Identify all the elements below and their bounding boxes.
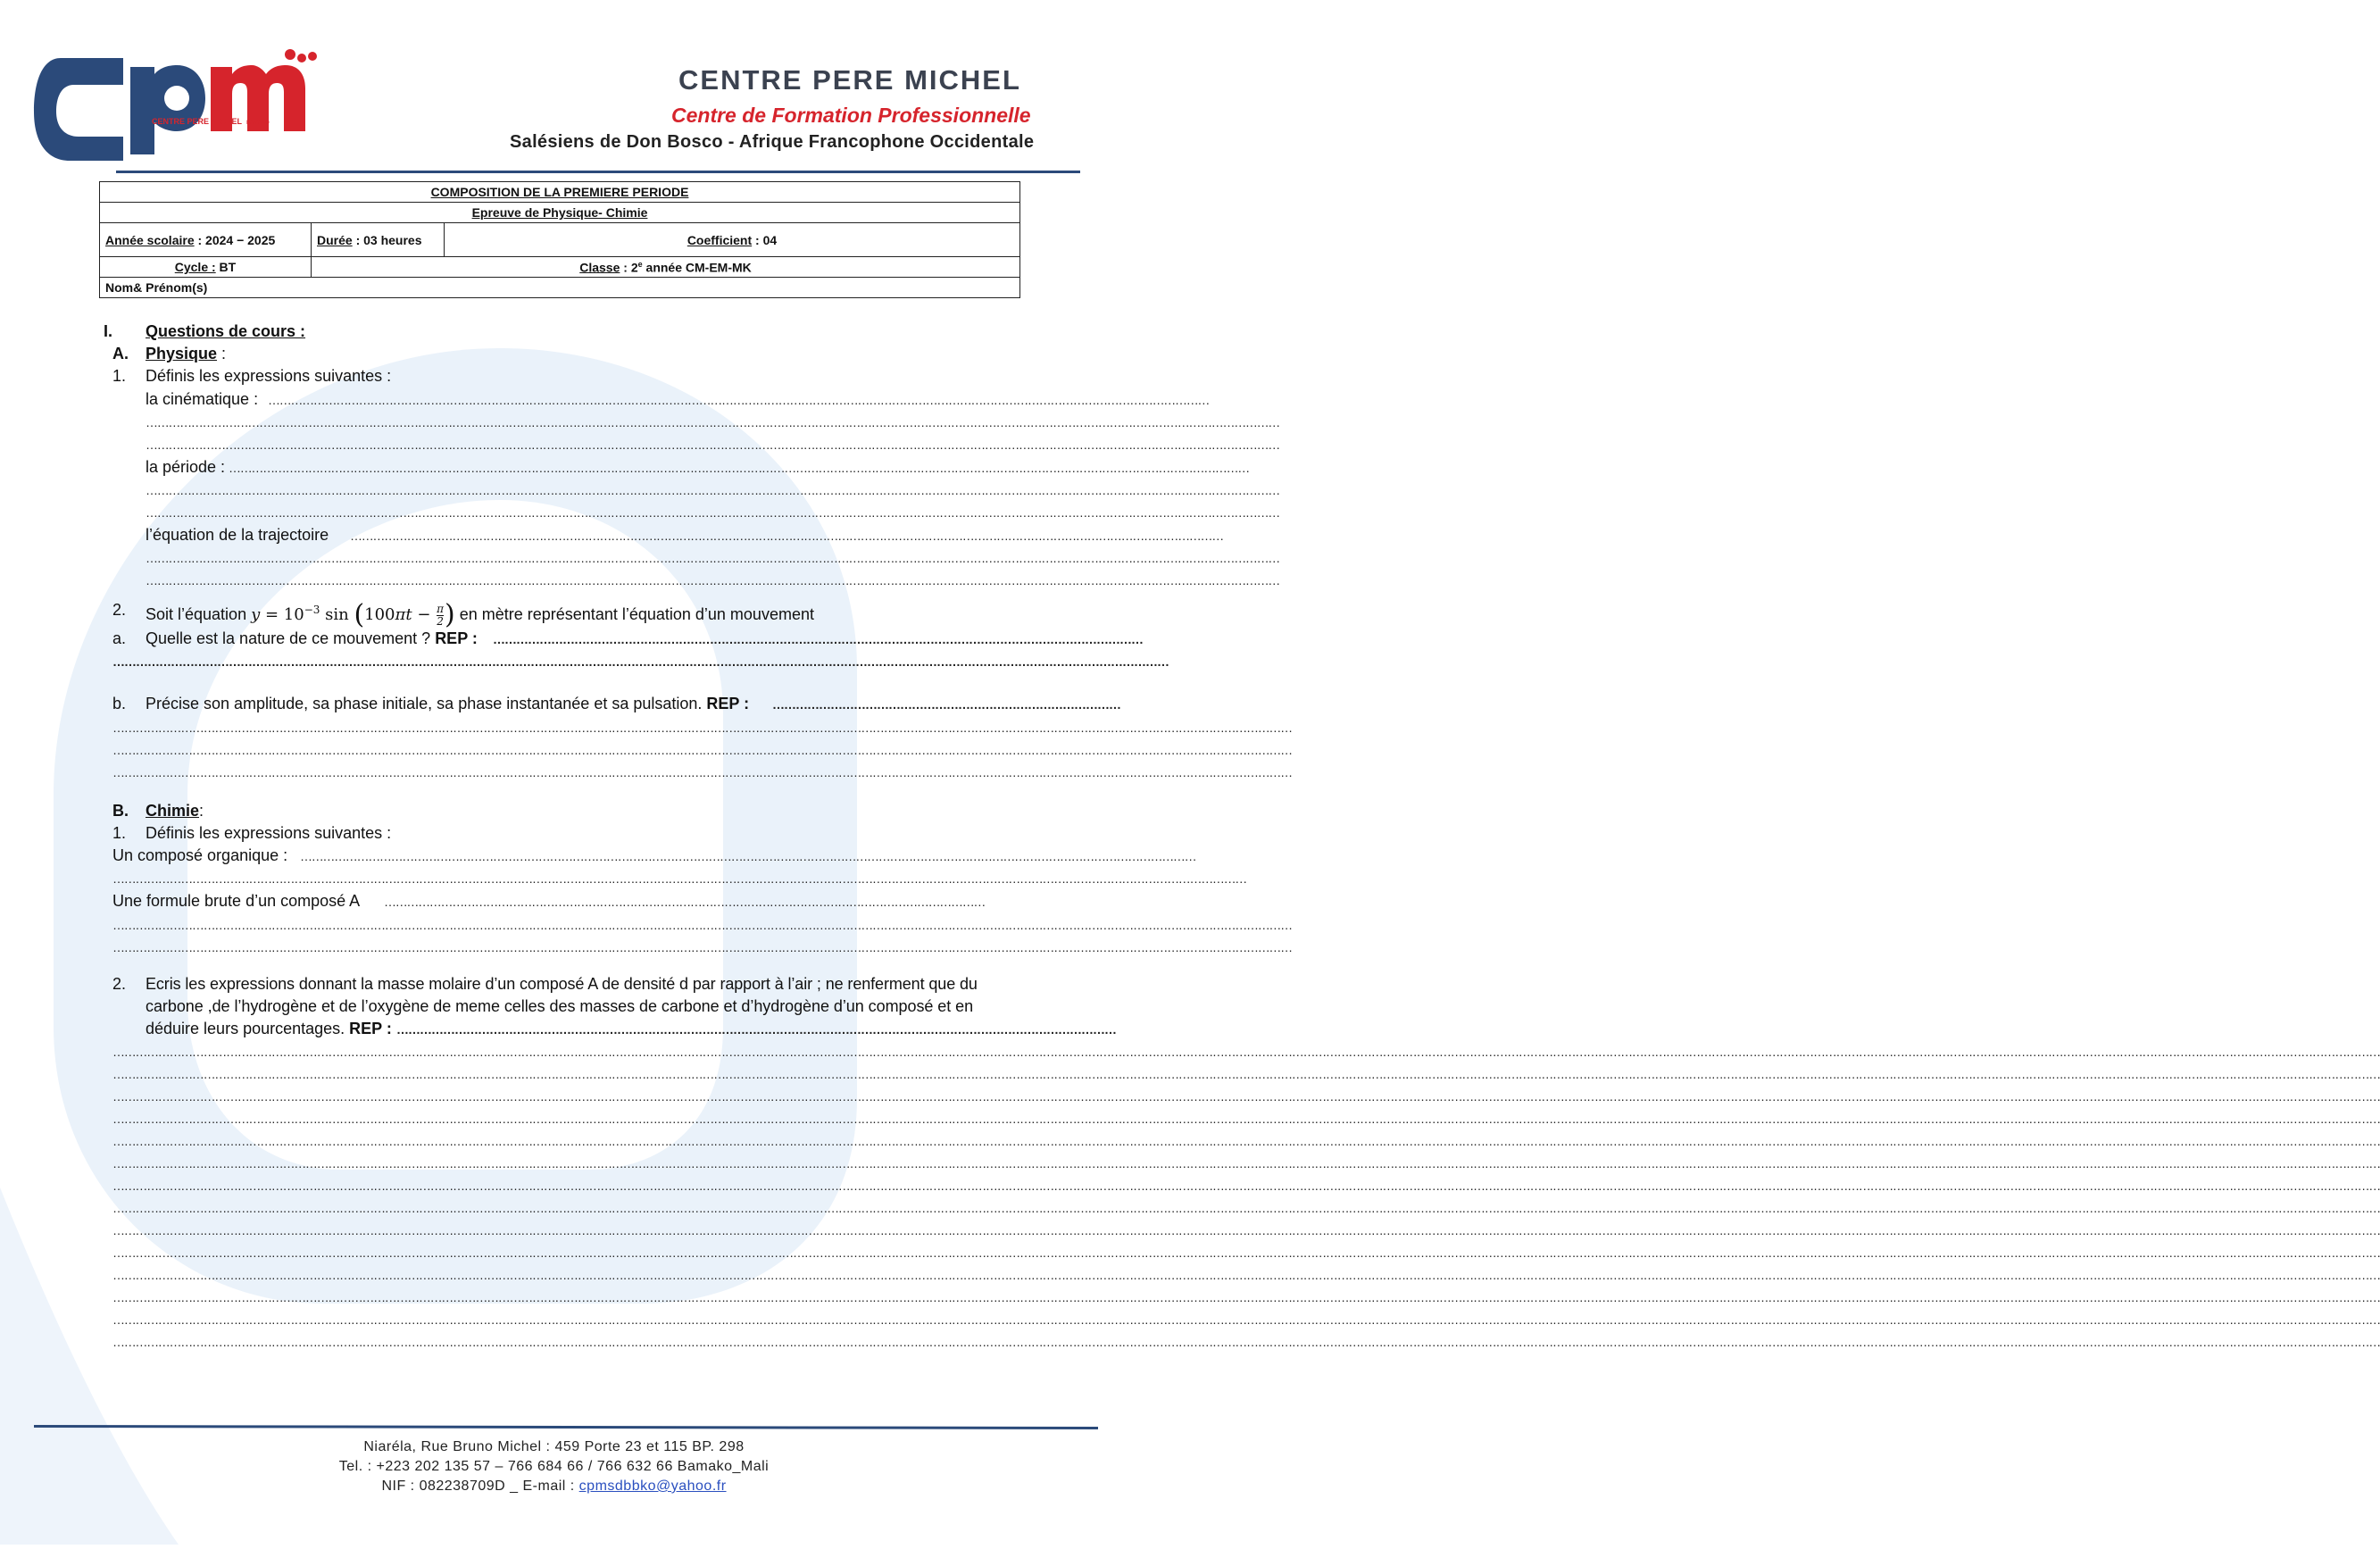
subsection-a-number: A. bbox=[112, 345, 129, 362]
subsection-a-title: Physique : bbox=[146, 345, 227, 362]
answer-line: …………………………………………………………………………………………………………………………………………… bbox=[384, 895, 986, 909]
question-text-line: Ecris les expressions donnant la masse molaire d’un composé A de densité d par rapport à l’air ; ne renferment que du bbox=[146, 975, 978, 993]
answer-line: …………………………………………………………………………………………………………………………………………………………………………………………………………………………………………………………………………………… bbox=[112, 918, 1292, 932]
footer-contact: NIF : 082238709D _ E-mail : cpmsdbbko@yahoo.fr bbox=[381, 1479, 727, 1494]
answer-line: ……………………………………………………………………………………………………………………………………………………………………………………………………………………………………………… bbox=[229, 461, 1250, 475]
coefficient-cell: Coefficient : 04 bbox=[445, 223, 1020, 257]
answer-line: …………………………………………………………………………………………………………………………………………………… bbox=[493, 632, 1143, 646]
answer-line: …………………………………………………………………………………………………………………………………………………………………………………………………………………………………………………………………………………………………………………………………………………………………………………………………………………………………………………………………………………………………………………………………………………… bbox=[112, 1201, 2380, 1215]
term-trajectoire: l’équation de la trajectoire bbox=[146, 526, 329, 544]
header-subtitle: Centre de Formation Professionnelle bbox=[671, 104, 1031, 127]
footer-email-link[interactable]: cpmsdbbko@yahoo.fr bbox=[578, 1479, 727, 1494]
duration-cell: Durée : 03 heures bbox=[312, 223, 445, 257]
exam-subject: Epreuve de Physique- Chimie bbox=[100, 203, 1020, 223]
question-number: 1. bbox=[112, 824, 127, 842]
question-number: 2. bbox=[112, 601, 127, 619]
answer-line: …………………………………………………………………………………………………………………………………………………………………… bbox=[396, 1022, 1116, 1037]
logo-caption: CENTRE PERE MICHEL bbox=[152, 117, 243, 126]
header-org: Salésiens de Don Bosco - Afrique Francophone Occidentale bbox=[510, 132, 1035, 152]
header-title: CENTRE PERE MICHEL bbox=[678, 64, 1021, 96]
answer-line: …………………………………………………………………………………………………………………………………………………………………………………………………………………………………………………………………………………………………………………………………………………………………………………………………………………………………………………………………………………………………………………………………………………… bbox=[112, 1179, 2380, 1193]
answer-line: ………………………………………………………………………………………………………………………………………………………………………………………………………………………………………………… bbox=[112, 654, 1169, 669]
subsection-b-number: B. bbox=[112, 802, 129, 820]
answer-line: ………………………………………………………………………………………………………………………………………………………………………………………………………………………………………………………………………… bbox=[146, 573, 1280, 587]
answer-line: …………………………………………………………………………………………………………………………………………………………………………………………………………………………… bbox=[268, 393, 1210, 407]
question-a-text: Quelle est la nature de ce mouvement ? REP : bbox=[146, 629, 478, 647]
answer-line: …………………………………………………………………………………………………………………………………………………………………………………………………………………………………………………………………………………………………………………………………………………………………………………………………………………………………………………………………………………………………………………………………………………… bbox=[112, 1223, 2380, 1237]
answer-line: ………………………………………………………………………………………………………………………………………………………………………………………………………………………………………………………………………… bbox=[146, 415, 1280, 429]
answer-line: …………………………………………………………………………………………………………………………………………………………………………………………………………………………………………………………………………………………………………………………………………………………………………………………………………………………………………………………………………………………………………………………………………………… bbox=[112, 1245, 2380, 1260]
section-title: Questions de cours : bbox=[146, 322, 306, 340]
answer-line: …………………………………………………………………………………………………………………………………………………………………………………………………………………………………………………………………………………………………………………………………………………………………………………………………………………………………………………………………………………………………………………………………………………… bbox=[112, 1268, 2380, 1282]
question-letter: b. bbox=[112, 695, 127, 712]
logo-city: BAMAKO bbox=[246, 121, 270, 126]
section-number: I. bbox=[104, 322, 113, 340]
exam-heading: COMPOSITION DE LA PREMIERE PERIODE bbox=[100, 182, 1020, 203]
footer-phone: Tel. : +223 202 135 57 – 766 684 66 / 766 632 66 Bamako_Mali bbox=[338, 1459, 770, 1474]
answer-line: …………………………………………………………………………………………………………………………………………………………………………………………………………………………………………………………………………………………………………………………………………………………………………………………………………………………………………………………………………………………………………………………………………………… bbox=[112, 1067, 2380, 1081]
equation-formula: $y = 10^{-3}$ sin (100πt − $\frac{\pi}{2}$ ) bbox=[251, 599, 455, 630]
question-letter: a. bbox=[112, 629, 127, 647]
question-text-line: déduire leurs pourcentages. REP : bbox=[146, 1020, 392, 1037]
answer-line: …………………………………………………………………………………………………………………………………………………………………………………………………………………………………………………………………………………… bbox=[112, 721, 1292, 735]
question-number: 1. bbox=[112, 367, 127, 385]
question-b-text: Précise son amplitude, sa phase initiale, sa phase instantanée et sa pulsation. REP : bbox=[146, 695, 750, 712]
name-cell: Nom& Prénom(s) bbox=[100, 278, 1020, 298]
answer-line: …………………………………………………………………………………………………………………………………………………………………………………………………………………………………………………………………………………………………………………………………………………………………………………………………………………………………………………………………………………………………………………………………………………… bbox=[112, 1312, 2380, 1327]
header-divider bbox=[116, 171, 1080, 173]
answer-line: ………………………………………………………………………………………………………………………………………………………………………………………………………………………………………………………………………… bbox=[146, 437, 1280, 452]
exam-info-table bbox=[99, 181, 1020, 298]
term-cinematique: la cinématique : bbox=[146, 390, 259, 408]
answer-line: …………………………………………………………………………………………………………………………………………………………………………………………………………………………………………………………………………………………………………………………………………………………………………………………………………………………………………………………………………………………………………………………………………………… bbox=[112, 1112, 2380, 1126]
term-formule-brute: Une formule brute d’un composé A bbox=[112, 892, 361, 910]
answer-line: …………………………………………………………………………………………………………………………………………………………………………………………………………………………………………………………………………………………………………………………………………………………………………………………………………………………………………………………………………………………………………………………………………………… bbox=[112, 1045, 2380, 1059]
question-text: Définis les expressions suivantes : bbox=[146, 824, 392, 842]
term-compose-organique: Un composé organique : bbox=[112, 846, 288, 864]
answer-line: …………………………………………………………………………………………………………………………………………………………………………………………………………………………………………………………………………………………………………………………………………………………………………………………………………………………………………………………………………………………………………………………………………………… bbox=[112, 1134, 2380, 1148]
answer-line: ………………………………………………………………………………………………………………………………………………………………………………………………………………………………………………………………………… bbox=[146, 483, 1280, 497]
answer-line: …………………………………………………………………………………………………………………………………………………………………………………………………………… bbox=[350, 529, 1223, 543]
answer-line: ……………………………………………………………………………… bbox=[772, 697, 1120, 712]
subsection-b-title: Chimie: bbox=[146, 802, 204, 820]
answer-line: ………………………………………………………………………………………………………………………………………………………………………………………………………………… bbox=[300, 849, 1196, 863]
answer-line: ………………………………………………………………………………………………………………………………………………………………………………………………………………………………………………………………………… bbox=[112, 871, 1247, 886]
school-year-cell: Année scolaire : 2024 − 2025 bbox=[100, 223, 312, 257]
question-number: 2. bbox=[112, 975, 127, 993]
question-text: Définis les expressions suivantes : bbox=[146, 367, 392, 385]
answer-line: …………………………………………………………………………………………………………………………………………………………………………………………………………………………………………………………………………………………………………………………………………………………………………………………………………………………………………………………………………………………………………………………………………………… bbox=[112, 1335, 2380, 1349]
term-periode: la période : bbox=[146, 458, 226, 476]
answer-line: …………………………………………………………………………………………………………………………………………………………………………………………………………………………………………………………………………………………………………………………………………………………………………………………………………………………………………………………………………………………………………………………………………………… bbox=[112, 1290, 2380, 1304]
answer-line: …………………………………………………………………………………………………………………………………………………………………………………………………………………………………………………………………………………… bbox=[112, 940, 1292, 954]
answer-line: …………………………………………………………………………………………………………………………………………………………………………………………………………………………………………………………………………………………………………………………………………………………………………………………………………………………………………………………………………………………………………………………………………………… bbox=[112, 1089, 2380, 1104]
answer-line: ………………………………………………………………………………………………………………………………………………………………………………………………………………………………………………………………………… bbox=[146, 551, 1280, 565]
class-cell: Classe : 2e année CM-EM-MK bbox=[312, 257, 1020, 278]
answer-line: …………………………………………………………………………………………………………………………………………………………………………………………………………………………………………………………………………………… bbox=[112, 743, 1292, 757]
answer-line: ………………………………………………………………………………………………………………………………………………………………………………………………………………………………………………………………………… bbox=[146, 505, 1280, 520]
question-text-line: carbone ,de l’hydrogène et de l’oxygène de meme celles des masses de carbone et d’hydrogène d’un composé et en bbox=[146, 997, 974, 1015]
footer-address: Niaréla, Rue Bruno Michel : 459 Porte 23 et 115 BP. 298 bbox=[363, 1439, 745, 1454]
cpm-logo bbox=[34, 49, 329, 165]
answer-line: …………………………………………………………………………………………………………………………………………………………………………………………………………………………………………………………………………………… bbox=[112, 765, 1292, 779]
cycle-cell: Cycle : BT bbox=[100, 257, 312, 278]
answer-line: …………………………………………………………………………………………………………………………………………………………………………………………………………………………………………………………………………………………………………………………………………………………………………………………………………………………………………………………………………………………………………………………………………………… bbox=[112, 1156, 2380, 1170]
equation-statement: Soit l’équation $y = 10^{-3}$ sin (100πt − $\frac{\pi}{2}$ ) en mètre représentant l’équation d’un mouvement bbox=[146, 599, 814, 630]
